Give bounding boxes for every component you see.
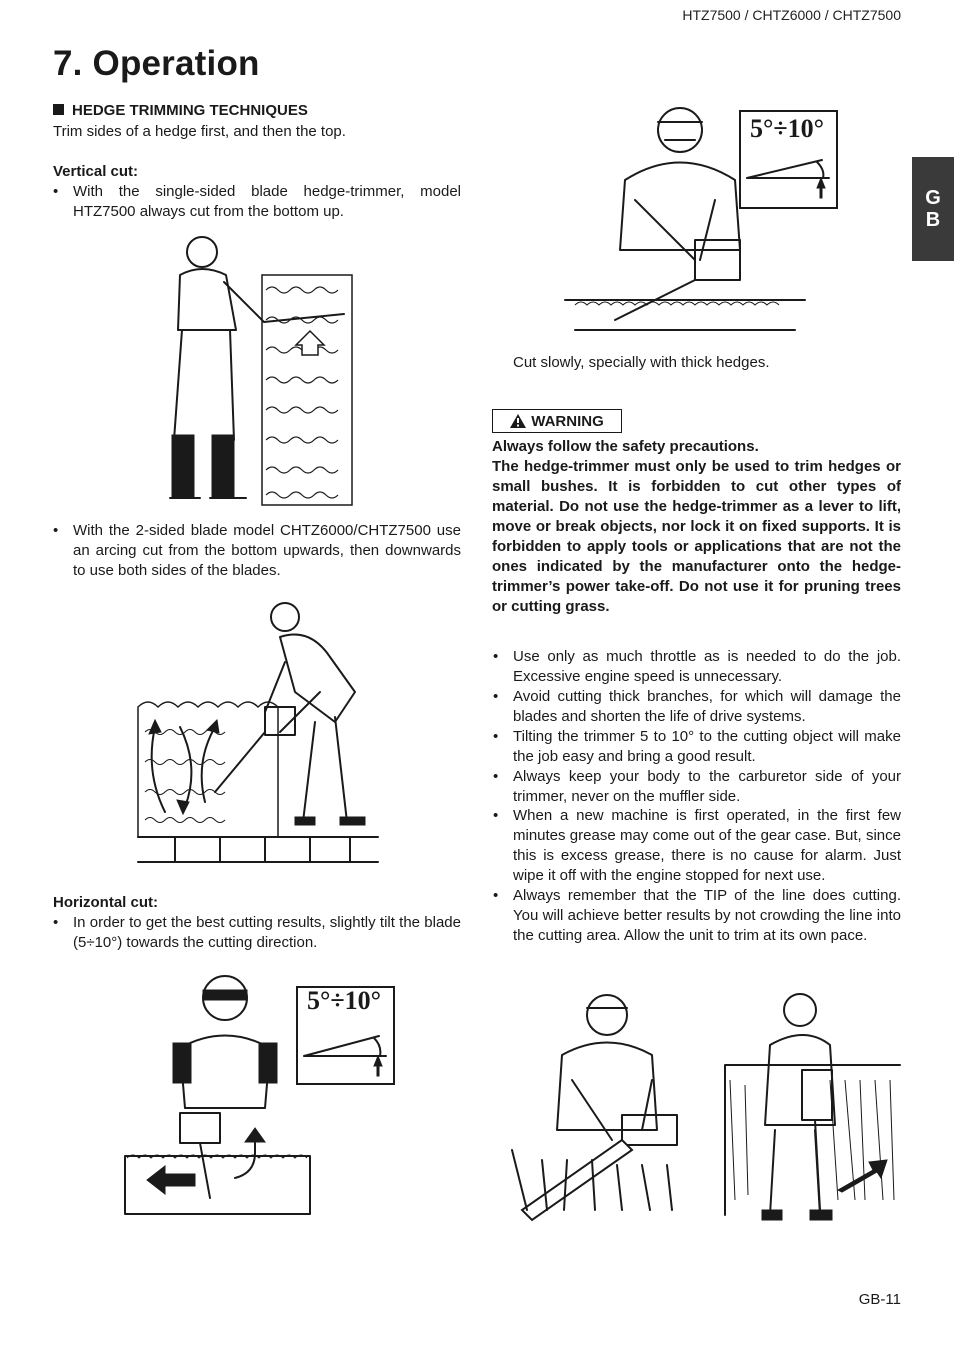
vertical-cut-single-blade-illustration <box>150 230 360 510</box>
vertical-cut-double-blade-illustration <box>135 592 385 867</box>
tip-item: • Always keep your body to the carburetor side of your trimmer, never on the muffler side. <box>493 768 901 805</box>
language-tab-letter-2: B <box>925 209 941 231</box>
warning-line-1: Always follow the safety precautions. <box>492 438 759 455</box>
warning-body: The hedge-trimmer must only be used to trim hedges or small bushes. It is forbidden to cut other types of material. Do not use the hedge-trimmer as a lever to lift, move or break objects, nor lock it on fixed supports. It is forbidden to apply tools or applications that are not the ones indicated by the manufacturer onto the hedge-trimmer’s power take-off. Do not use it for pruning trees or cutting grass. <box>492 458 901 615</box>
warning-text <box>492 437 901 617</box>
vertical-cut-heading: Vertical cut: <box>53 163 139 180</box>
section-intro: Trim sides of a hedge first, and then the top. <box>53 123 346 140</box>
vertical-cut-bullet-1: • With the single-sided blade hedge-trimmer, model HTZ7500 always cut from the bottom up. <box>53 183 461 220</box>
horizontal-cut-heading: Horizontal cut: <box>53 894 158 911</box>
angle-label-horizontal: 5°÷10° <box>307 986 382 1015</box>
horizontal-cut-bullet-1: • In order to get the best cutting results, slightly tilt the blade (5÷10°) towards the cutting direction. <box>53 914 461 951</box>
page-title: 7. Operation <box>53 44 260 83</box>
vertical-cut-bullet-2: • With the 2-sided blade model CHTZ6000/CHTZ7500 use an arcing cut from the bottom upwards, then downwards to use both sides of the blades. <box>53 522 461 579</box>
carburetor-side-illustration <box>512 990 692 1230</box>
warning-badge <box>492 409 622 433</box>
tip-item: • Use only as much throttle as is needed to do the job. Excessive engine speed is unnecessary. <box>493 648 901 685</box>
language-tab <box>912 157 954 261</box>
page-number: GB-11 <box>858 1291 901 1308</box>
section-heading <box>53 102 308 119</box>
tip-item: • Tilting the trimmer 5 to 10° to the cutting object will make the job easy and bring a good result. <box>493 728 901 765</box>
tip-item: • Avoid cutting thick branches, for which will damage the blades and shorten the life of drive systems. <box>493 688 901 725</box>
tip-item: • When a new machine is first operated, in the first few minutes grease may come out of the gear case. But, since this is excess grease, there is no cause for alarm. Just wipe it off with the engine stopped for next use. <box>493 807 901 884</box>
muffler-side-illustration <box>720 990 905 1230</box>
language-tab-letter-1: G <box>925 187 941 209</box>
tip-item: • Always remember that the TIP of the line does cutting. You will achieve better results by not crowding the line into the cutting area. Allow the unit to trim at its own pace. <box>493 887 901 944</box>
warning-label: WARNING <box>531 412 604 430</box>
square-bullet-icon <box>53 104 64 115</box>
header-model-list: HTZ7500 / CHTZ6000 / CHTZ7500 <box>682 7 901 23</box>
warning-triangle-icon <box>510 414 526 428</box>
angle-label-vertical: 5°÷10° <box>750 114 825 143</box>
slow-cut-caption: Cut slowly, specially with thick hedges. <box>513 354 770 371</box>
section-heading-text: HEDGE TRIMMING TECHNIQUES <box>72 102 308 119</box>
